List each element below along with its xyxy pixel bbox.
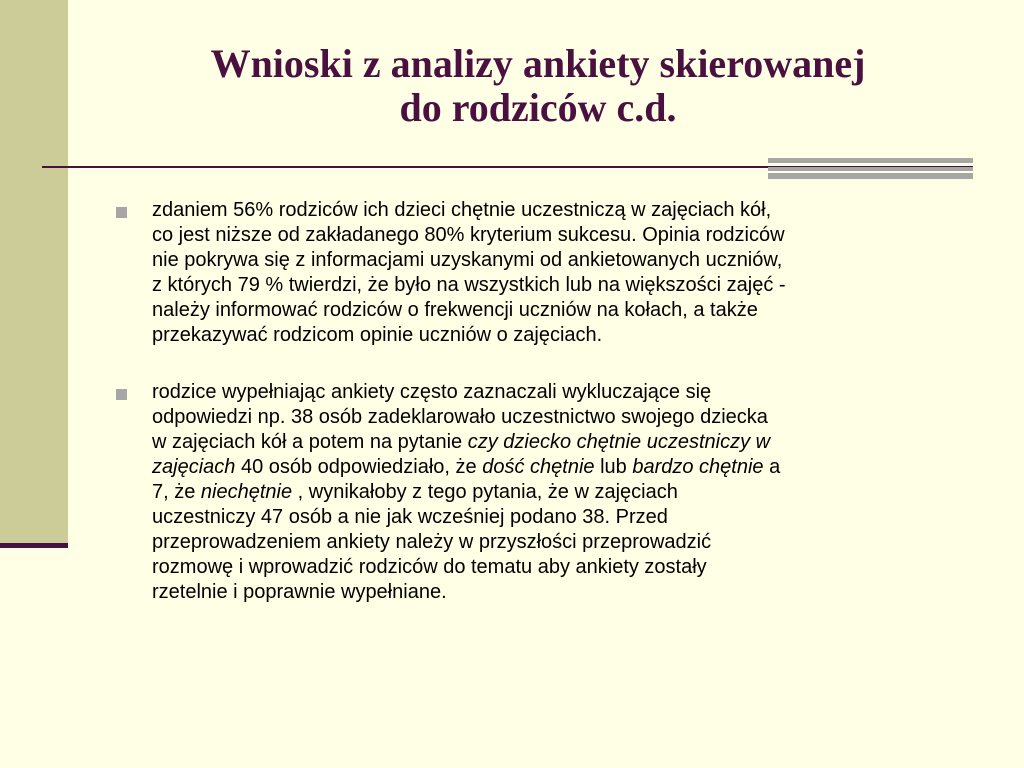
bullet-2-line-5 xyxy=(152,480,976,505)
text-segment: 7, że xyxy=(152,481,201,503)
slide-title xyxy=(68,42,1008,130)
divider-bar-3 xyxy=(768,173,973,179)
bullet-2-line-7: przeprowadzeniem ankiety należy w przyszłości przeprowadzić xyxy=(152,531,712,553)
text-segment: 40 osób odpowiedziało, że xyxy=(235,456,483,478)
bullet-2-line-1: rodzice wypełniając ankiety często zaznaczali wykluczające się xyxy=(152,381,712,403)
slide-title-line-2: do rodziców c.d. xyxy=(399,85,677,130)
bullet-1-line-5: należy informować rodziców o frekwencji uczniów na kołach, a także xyxy=(152,299,758,321)
bullet-1-line-3: nie pokrywa się z informacjami uzyskanymi od ankietowanych uczniów, xyxy=(152,249,783,271)
left-band-accent-line xyxy=(0,543,68,548)
bullet-2-line-3 xyxy=(152,430,976,455)
italic-text-segment: czy dziecko chętnie uczestniczy w xyxy=(467,431,771,453)
bullet-2-line-9: rzetelnie i poprawnie wypełniane. xyxy=(152,581,447,603)
italic-text-segment: niechętnie xyxy=(200,481,293,503)
divider-bar-1 xyxy=(768,158,973,163)
text-segment: a xyxy=(763,456,781,478)
text-segment: lub xyxy=(594,456,633,478)
slide-content xyxy=(116,198,976,605)
bullet-2-line-8: rozmowę i wprowadzić rodziców do tematu aby ankiety zostały xyxy=(152,556,707,578)
divider-bar-2 xyxy=(768,167,973,171)
italic-text-segment: zajęciach xyxy=(152,456,236,478)
bullet-2-line-4 xyxy=(152,455,976,480)
slide-title-line-1: Wnioski z analizy ankiety skierowanej xyxy=(210,41,866,86)
bullet-1-line-1: zdaniem 56% rodziców ich dzieci chętnie uczestniczą w zajęciach kół, xyxy=(152,199,772,221)
bullet-1-line-6: przekazywać rodzicom opinie uczniów o zajęciach. xyxy=(152,324,603,346)
bullet-2-line-2: odpowiedzi np. 38 osób zadeklarowało uczestnictwo swojego dziecka xyxy=(152,406,768,428)
italic-text-segment: dość chętnie xyxy=(482,456,595,478)
text-segment: , wynikałoby z tego pytania, że w zajęciach xyxy=(292,481,678,503)
square-bullet-icon xyxy=(116,207,127,218)
bullet-1-line-4: z których 79 % twierdzi, że było na wszystkich lub na większości zajęć - xyxy=(152,274,786,296)
bullet-1-line-2: co jest niższe od zakładanego 80% kryterium sukcesu. Opinia rodziców xyxy=(152,224,785,246)
text-segment: w zajęciach kół a potem na pytanie xyxy=(152,431,468,453)
italic-text-segment: bardzo chętnie xyxy=(632,456,764,478)
title-divider-bars xyxy=(768,158,973,179)
bullet-item-1 xyxy=(116,198,976,348)
square-bullet-icon xyxy=(116,389,127,400)
bullet-2-line-6: uczestniczy 47 osób a nie jak wcześniej podano 38. Przed xyxy=(152,506,668,528)
left-decorative-band xyxy=(0,0,68,546)
bullet-item-2 xyxy=(116,380,976,605)
